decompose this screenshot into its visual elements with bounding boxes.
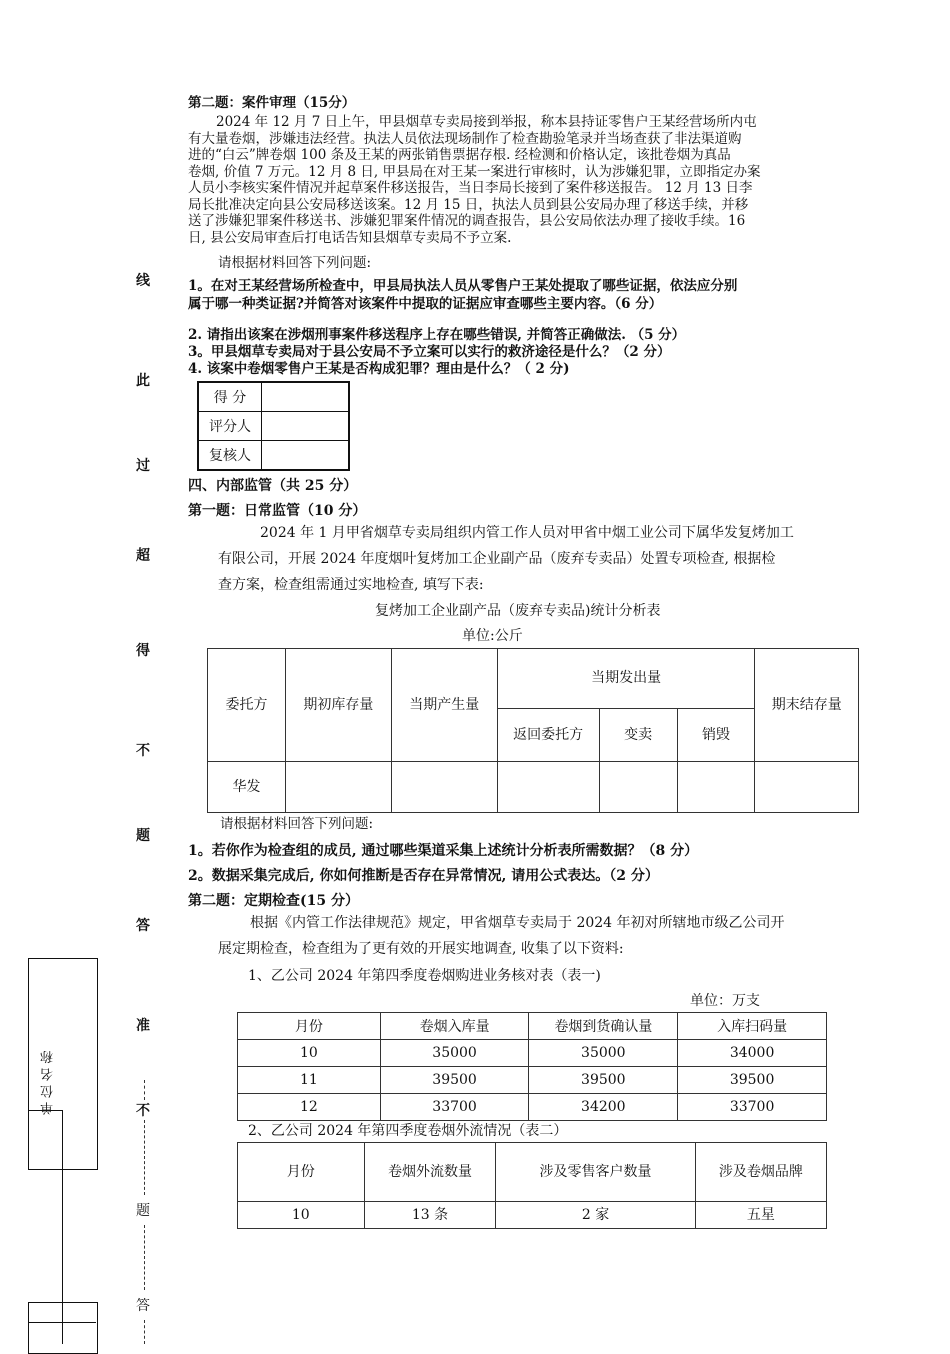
cell: 10 [238,1202,365,1229]
table1-header: 月份 [238,1013,381,1040]
cell: 12 [238,1094,381,1121]
score-box [197,381,350,471]
q1-line: 1。在对王某经营场所检查中，甲县局执法人员从零售户王某处提取了哪些证据，依法应分别 [188,278,738,294]
margin-dash [144,1225,145,1290]
table2-header: 涉及卷烟品牌 [695,1143,826,1202]
grader-label: 评分人 [198,412,262,441]
case-question-3: 3。甲县烟草专卖局对于县公安局不予立案可以实行的救济途径是什么？（2 分） [188,344,671,360]
margin-dash [144,1320,145,1344]
case-prompt: 请根据材料回答下列问题: [218,255,372,271]
stat-table [207,648,859,813]
case-question-1 [188,277,888,313]
para-line: 进的“白云”牌卷烟 100 条及王某的两张销售票据存根. 经检测和价格认定，该批卷烟为真品 [188,147,731,163]
header-produced: 当期产生量 [391,649,497,762]
periodic-paragraph [218,910,886,962]
table2 [237,1142,827,1229]
margin-char: 答 [136,918,150,934]
daily-question-2: 2。数据采集完成后, 你如何推断是否存在异常情况, 请用公式表达。（2 分） [188,868,659,884]
cell: 34200 [529,1094,678,1121]
table-row [238,1067,827,1094]
reviewer-field[interactable] [262,441,350,471]
internal-section-heading: 四、内部监管（共 25 分） [188,478,358,494]
table2-header: 涉及零售客户数量 [496,1143,695,1202]
cell: 13 条 [364,1202,496,1229]
margin-char: 超 [136,548,150,564]
row-client: 华发 [208,762,286,813]
table-row [238,1040,827,1067]
header-closing: 期末结存量 [755,649,859,762]
score-label: 得 分 [198,382,262,412]
para-line: 有大量卷烟，涉嫌违法经营。执法人员依法现场制作了检查勘验笔录并当场查获了非法渠道购 [188,130,742,147]
periodic-line: 根据《内管工作法律规范》规定，甲省烟草专卖局于 2024 年初对所辖地市级乙公司开 [250,915,785,931]
daily-line: 查方案，检查组需通过实地检查, 填写下表: [218,577,484,593]
cell-destroyed[interactable] [677,762,755,813]
para-line: 局长批准决定向县公安局移送该案。12 月 15 日，执法人员到县公安局办理了移送手续，并移 [188,196,749,213]
cell-opening[interactable] [285,762,391,813]
table2-header: 卷烟外流数量 [364,1143,496,1202]
header-opening: 期初库存量 [285,649,391,762]
margin-char: 此 [136,373,150,389]
daily-prompt: 请根据材料回答下列问题: [220,816,374,832]
case-review-paragraph [188,114,880,246]
q1-line: 属于哪一种类证据?并简答对该案件中提取的证据应审查哪些主要内容。（6 分） [188,296,663,312]
margin-char: 得 [136,643,150,659]
daily-question-1: 1。若你作为检查组的成员, 通过哪些渠道采集上述统计分析表所需数据？（8 分） [188,843,699,859]
margin-char: 题 [136,828,150,844]
table-row [238,1094,827,1121]
case-question-4: 4. 该案中卷烟零售户王某是否构成犯罪？理由是什么？（ 2 分) [188,361,570,377]
case-review-heading: 第二题：案件审理（15分） [188,95,356,111]
cell-produced[interactable] [391,762,497,813]
table2-caption: 2、乙公司 2024 年第四季度卷烟外流情况（表二） [248,1123,568,1139]
table2-header: 月份 [238,1143,365,1202]
cell: 33700 [380,1094,529,1121]
cell-closing[interactable] [755,762,859,813]
vertical-rule [62,1110,63,1344]
para-line: 人员小李核实案件情况并起草案件移送报告，当日李局长接到了案件移送报告。 12 月 13 日李 [188,180,753,196]
daily-line: 有限公司，开展 2024 年度烟叶复烤加工企业副产品（废弃专卖品）处置专项检查, 根据检 [218,551,776,567]
score-field[interactable] [262,382,350,412]
cell: 39500 [380,1067,529,1094]
cell: 33700 [678,1094,827,1121]
stat-table-unit: 单位:公斤 [462,628,523,644]
margin-dash [144,1080,145,1100]
cell: 11 [238,1067,381,1094]
margin-char: 线 [136,273,150,289]
margin-char: 题 [136,1203,150,1219]
daily-line: 2024 年 1 月甲省烟草专卖局组织内管工作人员对甲省中烟工业公司下属华发复烤加工 [260,525,794,541]
header-destroyed: 销毁 [677,708,755,761]
grader-field[interactable] [262,412,350,441]
header-issued: 当期发出量 [497,649,755,709]
table1-unit: 单位：万支 [690,993,760,1009]
header-client: 委托方 [208,649,286,762]
margin-char: 不 [136,743,150,759]
margin-dash [144,1120,145,1195]
margin-char: 过 [136,458,150,474]
daily-paragraph [218,520,886,598]
cell-sold[interactable] [599,762,677,813]
cell-returned[interactable] [497,762,599,813]
cell: 34000 [678,1040,827,1067]
stat-table-title: 复烤加工企业副产品（废弃专卖品)统计分析表 [375,603,661,619]
cell: 10 [238,1040,381,1067]
header-returned: 返回委托方 [497,708,599,761]
table1-header: 卷烟到货确认量 [529,1013,678,1040]
para-line: 2024 年 12 月 7 日上午，甲县烟草专卖局接到举报，称本县持证零售户王某经营场所内屯 [216,114,757,130]
para-line: 送了涉嫌犯罪案件移送书、涉嫌犯罪案件情况的调查报告，县公安局依法办理了接收手续。16 [188,213,746,229]
unit-name-box-lower [28,1302,98,1354]
margin-char: 答 [136,1298,150,1314]
daily-heading: 第一题：日常监管（10 分） [188,503,367,519]
table1-header: 卷烟入库量 [380,1013,529,1040]
margin-char: 不 [136,1103,150,1119]
cell: 35000 [380,1040,529,1067]
para-line: 卷烟, 价值 7 万元。12 月 8 日, 甲县局在对王某一案进行审核时，认为涉嫌犯罪，立即指定办案 [188,163,761,180]
table1 [237,1012,827,1121]
periodic-line: 展定期检查，检查组为了更有效的开展实地调查, 收集了以下资料: [218,941,624,957]
cell: 39500 [678,1067,827,1094]
unit-name-box [28,958,98,1170]
cell: 35000 [529,1040,678,1067]
table1-caption: 1、乙公司 2024 年第四季度卷烟购进业务核对表（表一) [248,968,601,984]
horizontal-rule [28,1322,96,1323]
cell: 39500 [529,1067,678,1094]
unit-name-label: 单 位 名 称 [41,1050,56,1115]
periodic-heading: 第二题：定期检查(15 分） [188,893,359,909]
header-sold: 变卖 [599,708,677,761]
table-row [238,1202,827,1229]
reviewer-label: 复核人 [198,441,262,471]
margin-char: 准 [136,1018,150,1034]
cell: 五星 [695,1202,826,1229]
table1-header: 入库扫码量 [678,1013,827,1040]
case-question-2: 2. 请指出该案在涉烟刑事案件移送程序上存在哪些错误, 并简答正确做法. （5 分） [188,327,686,343]
cell: 2 家 [496,1202,695,1229]
para-line: 日, 县公安局审查后打电话告知县烟草专卖局不予立案. [188,229,512,246]
